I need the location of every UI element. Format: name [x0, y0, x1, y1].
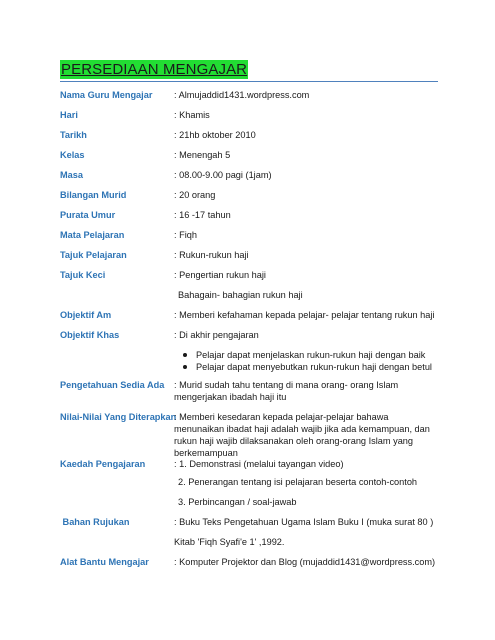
row-value: : 08.00-9.00 pagi (1jam)	[174, 170, 272, 180]
kaedah-step-2: 2. Penerangan tentang isi pelajaran beserta contoh-contoh	[178, 477, 418, 487]
row-label: Tajuk Keci	[60, 270, 106, 280]
row-value: : Almujaddid1431.wordpress.com	[174, 90, 310, 100]
row-label: Nama Guru Mengajar	[60, 90, 153, 100]
row-label: Bahan Rujukan	[60, 517, 130, 527]
bullet-icon	[183, 365, 187, 369]
row-value: : Rukun-rukun haji	[174, 250, 249, 260]
row-value: : 16 -17 tahun	[174, 210, 231, 220]
row-label: Pengetahuan Sedia Ada	[60, 380, 165, 390]
row-value: : Buku Teks Pengetahuan Ugama Islam Buku I (muka surat 80 )	[174, 517, 434, 527]
bullet-icon	[183, 353, 187, 357]
row-label: Mata Pelajaran	[60, 230, 125, 240]
row-label: Kaedah Pengajaran	[60, 459, 146, 469]
row-value: : 20 orang	[174, 190, 216, 200]
title-underline-rule	[60, 81, 438, 82]
row-label: Tajuk Pelajaran	[60, 250, 127, 260]
row-value: : Memberi kesedaran kepada pelajar-pelajar bahawa menunaikan ibadat haji adalah wajib jika ada kemampuan, dan rukun haji wajib dilaksanakan oleh orang-orang Islam yang berkemampuan	[174, 412, 430, 458]
row-value: : Di akhir pengajaran	[174, 330, 259, 340]
row-label: Kelas	[60, 150, 85, 160]
row-label: Hari	[60, 110, 78, 120]
row-value: : Fiqh	[174, 230, 197, 240]
row-value: : Komputer Projektor dan Blog (mujaddid1431@wordpress.com)	[174, 557, 436, 567]
row-label: Alat Bantu Mengajar	[60, 557, 149, 567]
row-value: : Khamis	[174, 110, 210, 120]
kaedah-step-3: 3. Perbincangan / soal-jawab	[178, 497, 297, 507]
list-item	[178, 349, 432, 361]
list-item	[178, 361, 432, 373]
row-label: Masa	[60, 170, 83, 180]
row-value: : 21hb oktober 2010	[174, 130, 256, 140]
row-label: Objektif Khas	[60, 330, 120, 340]
page-title: PERSEDIAAN MENGAJAR	[61, 61, 248, 78]
row-value: : Memberi kefahaman kepada pelajar- pelajar tentang rukun haji	[174, 310, 435, 320]
row-label: Tarikh	[60, 130, 87, 140]
row-label: Nilai-Nilai Yang Diterapkan	[60, 412, 177, 422]
row-label: Bilangan Murid	[60, 190, 127, 200]
list-item-text: Pelajar dapat menjelaskan rukun-rukun haji dengan baik	[196, 350, 426, 360]
bahan-rujukan-extra: Kitab 'Fiqh Syafi'e 1' ,1992.	[174, 537, 285, 547]
objektif-khas-list	[178, 349, 432, 373]
tajuk-keci-extra: Bahagain- bahagian rukun haji	[178, 290, 303, 300]
row-value: : Menengah 5	[174, 150, 231, 160]
row-value: : Murid sudah tahu tentang di mana orang- orang Islam mengerjakan ibadah haji itu	[174, 380, 399, 402]
list-item-text: Pelajar dapat menyebutkan rukun-rukun haji dengan betul	[196, 362, 432, 372]
row-value: : Pengertian rukun haji	[174, 270, 266, 280]
row-label: Purata Umur	[60, 210, 116, 220]
row-label: Objektif Am	[60, 310, 112, 320]
row-value: : 1. Demonstrasi (melalui tayangan video)	[174, 459, 344, 469]
